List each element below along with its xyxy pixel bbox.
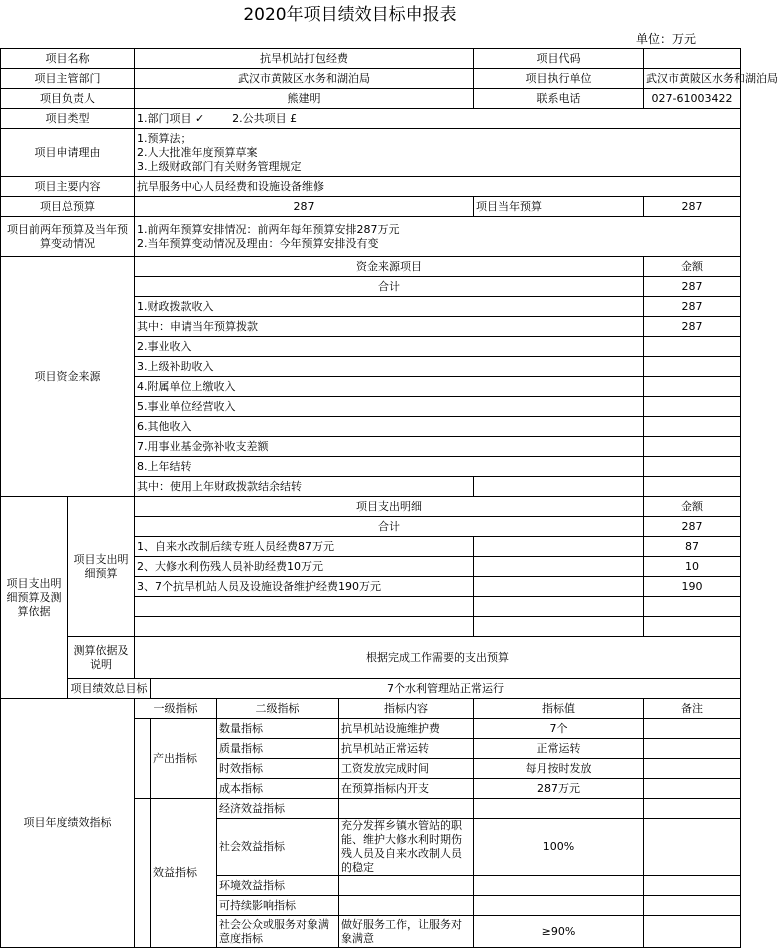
funds-row: 合计 (135, 277, 644, 297)
perf-value: 100% (474, 819, 644, 876)
benefit-indicator-label: 效益指标 (151, 799, 217, 948)
perf-header: 指标内容 (339, 699, 474, 719)
funds-row: 其中：使用上年财政拨款结余结转 (135, 477, 474, 497)
funds-amount (644, 397, 741, 417)
content-value: 抗旱服务中心人员经费和设施设备维修 (135, 177, 741, 197)
current-budget-value: 287 (644, 197, 741, 217)
project-name-label: 项目名称 (1, 49, 135, 69)
exp-amount: 87 (644, 537, 741, 557)
funds-amount (644, 417, 741, 437)
perf-level2: 质量指标 (217, 739, 339, 759)
perf-content: 充分发挥乡镇水管站的职能、维护大修水利时期伤残人员及自来水改制人员的稳定 (339, 819, 474, 876)
funds-row: 3.上级补助收入 (135, 357, 644, 377)
funds-amount: 287 (644, 277, 741, 297)
funds-row: 8.上年结转 (135, 457, 644, 477)
type-label: 项目类型 (1, 109, 135, 129)
funds-amount: 287 (644, 297, 741, 317)
perf-level2: 可持续影响指标 (217, 896, 339, 916)
perf-value: ≥90% (474, 916, 644, 948)
perf-header: 二级指标 (217, 699, 339, 719)
perf-value (474, 896, 644, 916)
perf-content: 抗旱机站正常运转 (339, 739, 474, 759)
content-label: 项目主要内容 (1, 177, 135, 197)
funds-header-amount: 金额 (644, 257, 741, 277)
reason-line: 1.预算法； (137, 131, 192, 145)
phone-value: 027-61003422 (644, 89, 741, 109)
exp-amount: 190 (644, 577, 741, 597)
reason-label: 项目申请理由 (1, 129, 135, 177)
total-budget-value: 287 (135, 197, 474, 217)
perf-level2: 时效指标 (217, 759, 339, 779)
perf-content: 抗旱机站设施维护费 (339, 719, 474, 739)
goal-value: 7个水利管理站正常运行 (151, 679, 741, 699)
perf-value: 287万元 (474, 779, 644, 799)
exp-amount: 287 (644, 517, 741, 537)
perf-label: 项目年度绩效指标 (1, 699, 135, 948)
exec-unit-value: 武汉市黄陂区水务和湖泊局 (644, 69, 741, 89)
funds-amount: 287 (644, 317, 741, 337)
performance-table (0, 48, 778, 948)
output-indicator-label: 产出指标 (151, 719, 217, 799)
goal-label: 项目绩效总目标 (68, 679, 151, 699)
project-code-value (644, 49, 741, 69)
funds-amount (644, 337, 741, 357)
perf-content: 在预算指标内开支 (339, 779, 474, 799)
funds-row: 5.事业单位经营收入 (135, 397, 644, 417)
project-name-value: 抗旱机站打包经费 (135, 49, 474, 69)
person-value: 熊建明 (135, 89, 474, 109)
unit-label: 单位：万元 (635, 32, 696, 46)
funds-amount (644, 377, 741, 397)
funds-label: 项目资金来源 (1, 257, 135, 497)
exp-header-item: 项目支出明细 (135, 497, 644, 517)
perf-value: 7个 (474, 719, 644, 739)
perf-level2: 社会效益指标 (217, 819, 339, 876)
exp-header-amount: 金额 (644, 497, 741, 517)
funds-row: 4.附属单位上缴收入 (135, 377, 644, 397)
funds-header-item: 资金来源项目 (135, 257, 644, 277)
perf-value: 正常运转 (474, 739, 644, 759)
exp-row: 2、大修水利伤残人员补助经费10万元 (135, 557, 474, 577)
perf-value: 每月按时发放 (474, 759, 644, 779)
expenditure-sub-label: 项目支出明细预算 (68, 497, 135, 637)
basis-label: 测算依据及说明 (68, 637, 135, 679)
exp-row: 1、自来水改制后续专班人员经费87万元 (135, 537, 474, 557)
perf-level2: 经济效益指标 (217, 799, 339, 819)
perf-level2: 环境效益指标 (217, 876, 339, 896)
perf-value (474, 799, 644, 819)
budget-change-label: 项目前两年预算及当年预算变动情况 (1, 217, 135, 257)
exec-unit-label: 项目执行单位 (474, 69, 644, 89)
reason-line: 3.上级财政部门有关财务管理规定 (137, 159, 302, 173)
perf-content (339, 876, 474, 896)
funds-row: 6.其他收入 (135, 417, 644, 437)
exp-row: 3、7个抗旱机站人员及设施设备维护经费190万元 (135, 577, 474, 597)
perf-level2: 社会公众或服务对象满意度指标 (217, 916, 339, 948)
funds-amount (644, 437, 741, 457)
perf-content: 做好服务工作，让服务对象满意 (339, 916, 474, 948)
perf-header: 一级指标 (135, 699, 217, 719)
budget-change-line: 2.当年预算变动情况及理由：今年预算安排没有变 (137, 236, 379, 250)
budget-change-line: 1.前两年预算安排情况：前两年每年预算安排287万元 (137, 222, 400, 236)
funds-row: 其中：申请当年预算拨款 (135, 317, 644, 337)
exp-row: 合计 (135, 517, 644, 537)
reason-line: 2.人大批准年度预算草案 (137, 145, 258, 159)
dept-label: 项目主管部门 (1, 69, 135, 89)
perf-level2: 成本指标 (217, 779, 339, 799)
funds-row: 2.事业收入 (135, 337, 644, 357)
exp-amount: 10 (644, 557, 741, 577)
perf-value (474, 876, 644, 896)
funds-row: 1.财政拨款收入 (135, 297, 644, 317)
perf-level2: 数量指标 (217, 719, 339, 739)
page-title: 2020年项目绩效目标申报表 (243, 5, 457, 25)
current-budget-label: 项目当年预算 (474, 197, 644, 217)
dept-value: 武汉市黄陂区水务和湖泊局 (135, 69, 474, 89)
funds-amount (644, 357, 741, 377)
person-label: 项目负责人 (1, 89, 135, 109)
perf-header: 指标值 (474, 699, 644, 719)
total-budget-label: 项目总预算 (1, 197, 135, 217)
phone-label: 联系电话 (474, 89, 644, 109)
funds-amount (644, 457, 741, 477)
type-value: 1.部门项目 ✓ 2.公共项目 £ (135, 109, 741, 129)
funds-row: 7.用事业基金弥补收支差额 (135, 437, 644, 457)
perf-header: 备注 (644, 699, 741, 719)
perf-content (339, 799, 474, 819)
perf-content: 工资发放完成时间 (339, 759, 474, 779)
funds-amount (644, 477, 741, 497)
basis-value: 根据完成工作需要的支出预算 (135, 637, 741, 679)
project-code-label: 项目代码 (474, 49, 644, 69)
expenditure-label: 项目支出明细预算及测算依据 (1, 497, 68, 699)
perf-content (339, 896, 474, 916)
